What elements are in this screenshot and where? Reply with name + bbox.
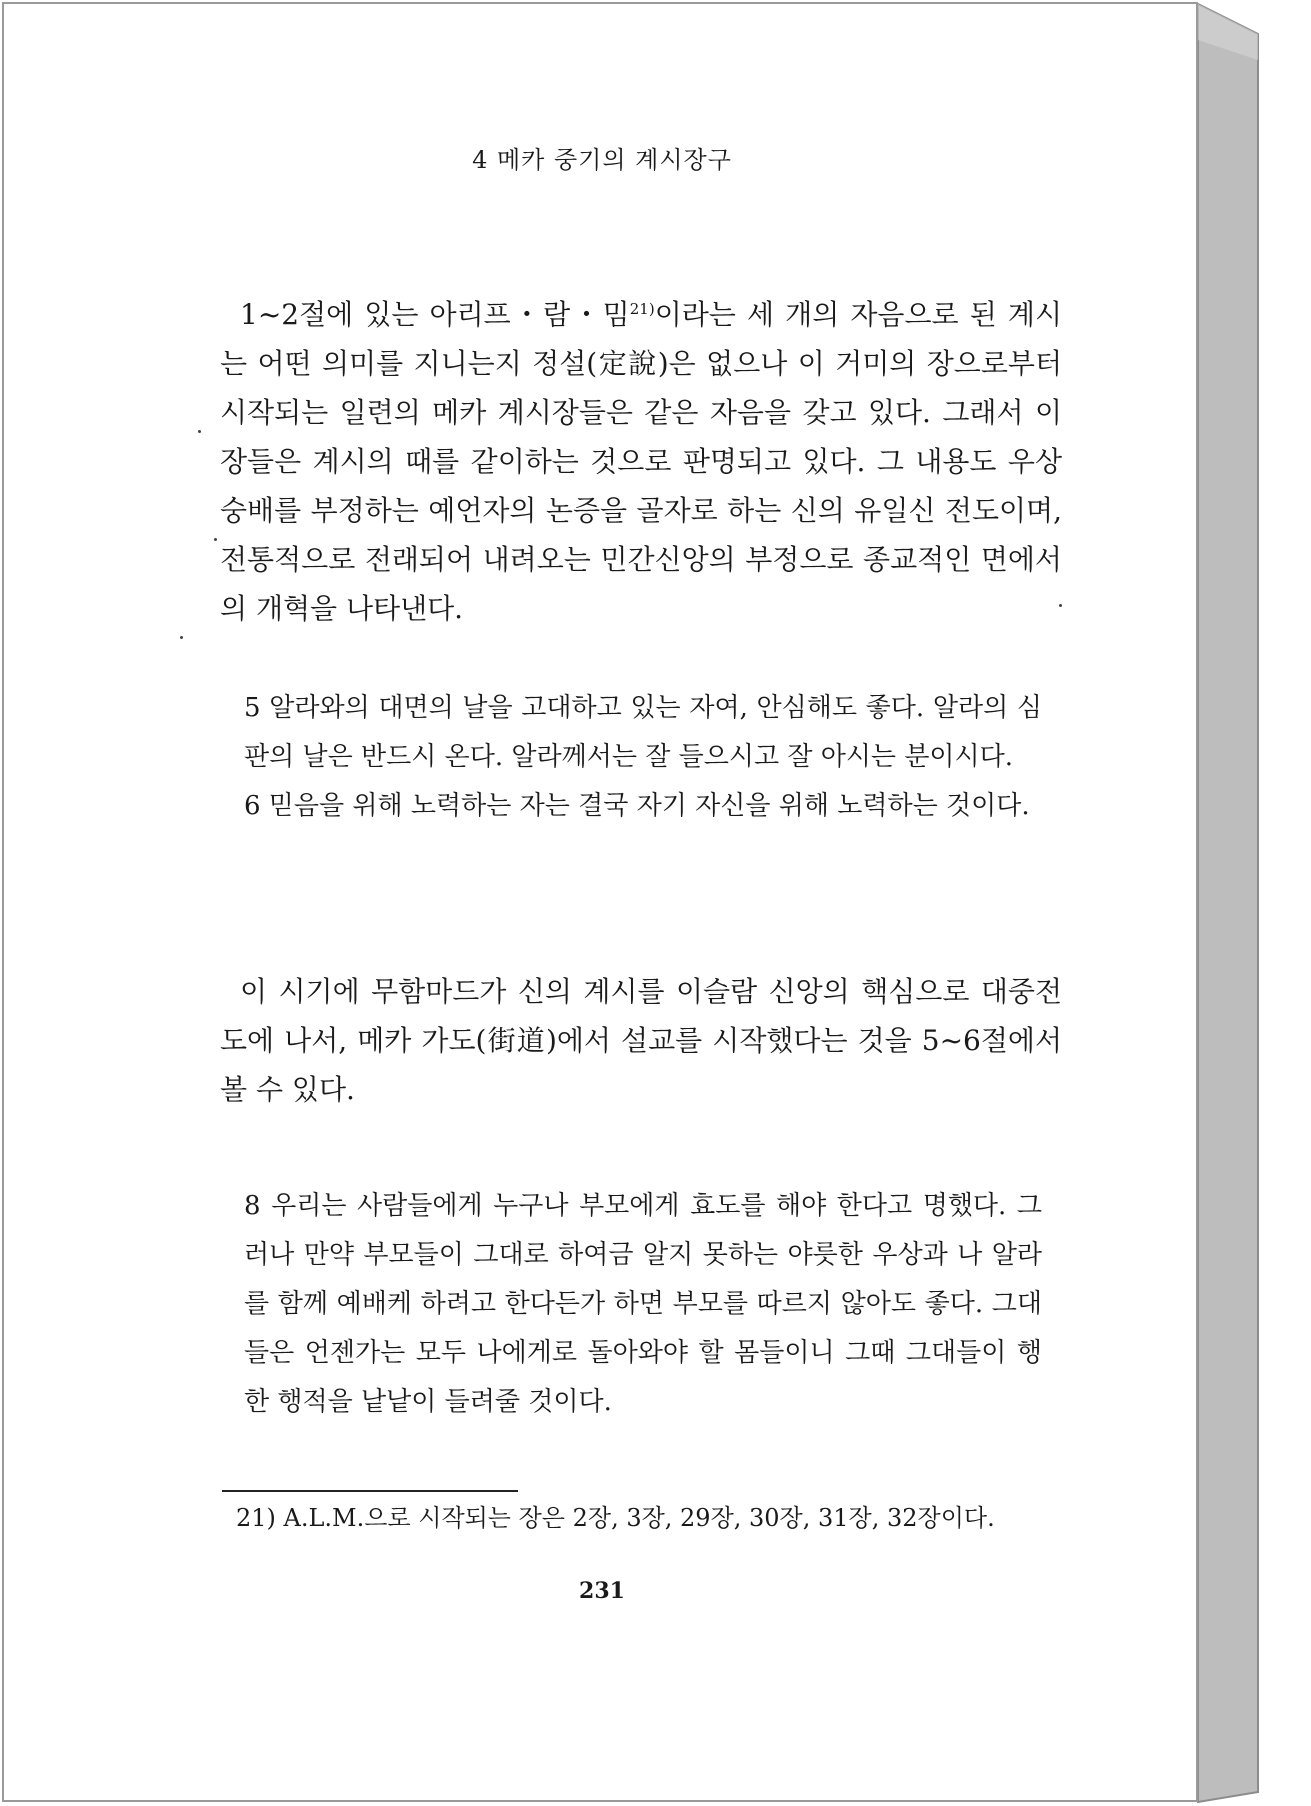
book-page <box>2 2 1198 1802</box>
running-header: 4 메카 중기의 계시장구 <box>472 146 732 174</box>
verse-6: 6 믿음을 위해 노력하는 자는 결국 자기 자신을 위해 노력하는 것이다. <box>244 791 1030 821</box>
verse-8: 8 우리는 사람들에게 누구나 부모에게 효도를 해야 한다고 명했다. 그러나 만약 부모들이 그대로 하여금 알지 못하는 야릇한 우상과 나 알라를 함께 예배케 하려고 한다든가 하면 부모를 따르지 않아도 좋다. 그대들은 언젠가는 모두 나에게로 돌아와야 할 몸들이니 그때 그대들이 행한 행적을 낱낱이 들려줄 것이다. <box>244 1191 1042 1417</box>
commentary-paragraph <box>220 290 1062 633</box>
scan-speck <box>214 538 217 541</box>
scan-speck <box>180 636 183 639</box>
paragraph-text: 1~2절에 있는 아리프・람・밈 <box>240 298 630 331</box>
scan-speck <box>1059 604 1062 607</box>
verse-5: 5 알라와의 대면의 날을 고대하고 있는 자여, 안심해도 좋다. 알라의 심판의 날은 반드시 온다. 알라께서는 잘 들으시고 잘 아시는 분이시다. <box>244 693 1042 772</box>
verse-block <box>244 684 1042 831</box>
commentary-paragraph: 이 시기에 무함마드가 신의 계시를 이슬람 신앙의 핵심으로 대중전도에 나서, 메카 가도(街道)에서 설교를 시작했다는 것을 5~6절에서 볼 수 있다. <box>220 975 1062 1106</box>
paragraph-text: 이라는 세 개의 자음으로 된 계시는 어떤 의미를 지니는지 정설(定說)은 없으나 이 거미의 장으로부터 시작되는 일련의 메카 계시장들은 같은 자음을 갖고 있다. 그래서 이 장들은 계시의 때를 같이하는 것으로 판명되고 있다. 그 내용도 우상숭배를 부정하는 예언자의 논증을 골자로 하는 신의 유일신 전도이며, 전통적으로 전래되어 내려오는 민간신앙의 부정으로 종교적인 면에서의 개혁을 나타낸다. <box>220 298 1062 625</box>
footnote-reference: 21) <box>629 300 655 318</box>
footnote: 21) A.L.M.으로 시작되는 장은 2장, 3장, 29장, 30장, 31장, 32장이다. <box>236 1504 995 1532</box>
page-number: 231 <box>579 1578 625 1604</box>
footnote-divider <box>222 1490 518 1492</box>
scan-speck <box>198 430 201 433</box>
verse-block <box>244 1182 1042 1427</box>
